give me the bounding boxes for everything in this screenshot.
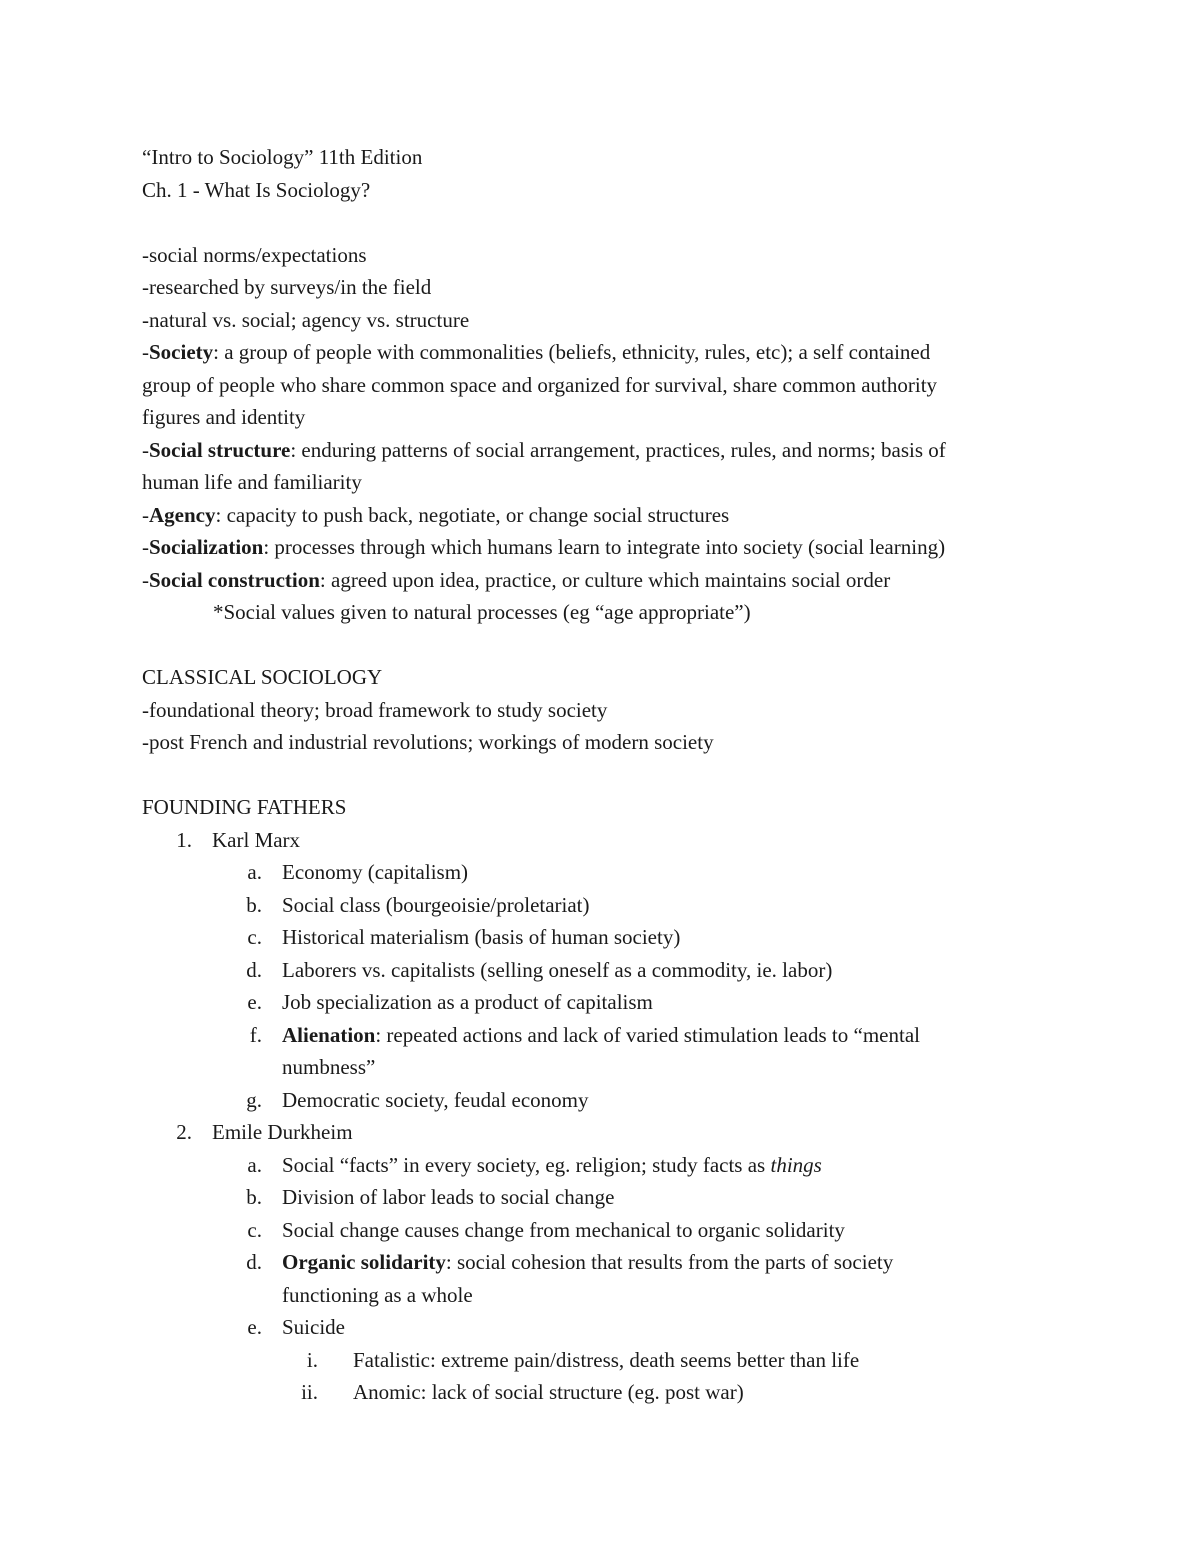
list-number: 1. [176,827,192,852]
list-item-durkheim [142,1116,1062,1149]
list-letter: g. [246,1087,262,1112]
list-roman: ii. [301,1380,318,1404]
list-subitem [142,1344,1062,1377]
definition-society: -Society: a group of people with commonalities (beliefs, ethnicity, rules, etc); a self contained [142,340,931,364]
definition-text: : capacity to push back, negotiate, or change social structures [215,502,730,527]
term-society: Society [149,340,214,364]
list-letter: c. [247,925,262,949]
term-agency: Agency [149,502,216,527]
list-item-text: Economy (capitalism) [282,860,469,884]
section-heading-classical: CLASSICAL SOCIOLOGY [142,665,383,689]
chapter-title: Ch. 1 - What Is Sociology? [142,177,371,202]
definition-social-structure: -Social structure: enduring patterns of social arrangement, practices, rules, and norms; basis of [142,437,946,462]
definition-continuation: group of people who share common space and organized for survival, share common authority [142,372,938,397]
list-item [142,921,1062,954]
list-item-text: Fatalistic: extreme pain/distress, death seems better than life [353,1347,860,1372]
list-item-text: Division of labor leads to social change [282,1185,615,1209]
intro-line-norms: -social norms/expectations [142,242,367,267]
term-socialization: Socialization [149,535,264,559]
list-item-text: Anomic: lack of social structure (eg. post war) [353,1380,744,1404]
list-letter: b. [246,1185,262,1209]
definition-socialization: -Socialization: processes through which humans learn to integrate into society (social learning) [142,535,946,559]
list-subitem [142,1376,1062,1409]
list-letter: d. [246,957,262,982]
section-heading-founders: FOUNDING FATHERS [142,795,347,819]
definition-text: : repeated actions and lack of varied stimulation leads to “mental [375,1022,920,1047]
classical-line-theory: -foundational theory; broad framework to study society [142,697,608,722]
list-item-marx [142,824,1062,857]
definition-text: : agreed upon idea, practice, or culture which maintains social order [319,567,891,592]
list-item-text-main: Social “facts” in every society, eg. religion; study facts as [282,1152,771,1177]
list-item-text: Job specialization as a product of capitalism [282,990,653,1014]
list-item-text: functioning as a whole [282,1282,473,1307]
list-item-text: Historical materialism (basis of human society) [282,925,681,949]
list-item-suicide [142,1311,1062,1344]
list-item [142,986,1062,1019]
definition-social-construction: -Social construction: agreed upon idea, practice, or culture which maintains social order [142,567,891,592]
list-item-text: Social change causes change from mechanical to organic solidarity [282,1217,845,1242]
list-item-text: Laborers vs. capitalists (selling oneself as a commodity, ie. labor) [282,957,833,982]
definition-agency: -Agency: capacity to push back, negotiate, or change social structures [142,502,730,527]
list-letter: d. [246,1250,262,1274]
founder-name: Emile Durkheim [212,1120,353,1144]
classical-line-revolutions: -post French and industrial revolutions; workings of modern society [142,730,714,754]
list-item [142,954,1062,987]
list-item-text: Social class (bourgeoisie/proletariat) [282,892,590,917]
list-item [142,1214,1062,1247]
term-alienation: Alienation [282,1022,376,1047]
list-item-organic-solidarity [142,1246,1062,1279]
spacer [142,629,1062,662]
list-letter: a. [247,1152,262,1177]
list-letter: c. [247,1217,262,1242]
spacer [142,206,1062,239]
list-item-text: numbness” [282,1055,376,1079]
list-item-alienation [142,1019,1062,1052]
emphasis-things: things [770,1152,822,1177]
list-item-continuation [142,1279,1062,1312]
definition-continuation: human life and familiarity [142,470,362,494]
list-letter: e. [247,990,262,1014]
list-letter: a. [247,860,262,884]
list-letter: f. [249,1022,262,1047]
definition-continuation: figures and identity [142,405,306,429]
list-roman: i. [306,1347,318,1372]
definition-text: : a group of people with commonalities (beliefs, ethnicity, rules, etc); a self contained [213,340,931,364]
definition-text: : processes through which humans learn to integrate into society (social learning) [263,535,946,559]
definition-text: : enduring patterns of social arrangement, practices, rules, and norms; basis of [290,437,946,462]
term-organic-solidarity: Organic solidarity [282,1250,446,1274]
list-item [142,1084,1062,1117]
list-item-continuation [142,1051,1062,1084]
list-item [142,1181,1062,1214]
intro-line-research: -researched by surveys/in the field [142,275,432,299]
list-item [142,1149,1062,1182]
term-social-construction: Social construction [149,567,320,592]
list-number: 2. [176,1120,192,1144]
list-item [142,889,1062,922]
list-letter: e. [247,1315,262,1339]
founder-name: Karl Marx [212,827,301,852]
construction-note: *Social values given to natural processes (eg “age appropriate”) [213,600,751,624]
list-item-text: Democratic society, feudal economy [282,1087,589,1112]
list-letter: b. [246,892,262,917]
list-item-text: Suicide [282,1315,345,1339]
definition-text: : social cohesion that results from the parts of society [445,1250,894,1274]
document-title: “Intro to Sociology” 11th Edition [142,145,423,169]
term-social-structure: Social structure [149,437,291,462]
intro-line-natural: -natural vs. social; agency vs. structure [142,307,470,332]
list-item [142,856,1062,889]
document-page [142,141,1062,1409]
spacer [142,759,1062,792]
